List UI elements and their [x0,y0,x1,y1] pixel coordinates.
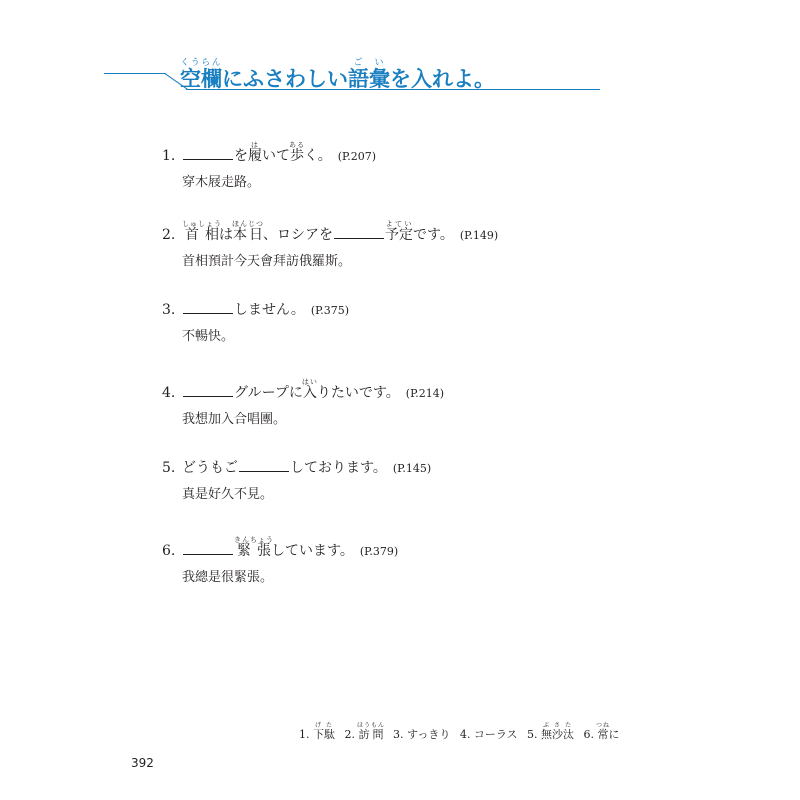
answer-1 [299,722,335,741]
question-translation: 我想加入合唱團。 [182,412,287,428]
answer-reading: ぶさた [541,722,575,729]
furigana: きんちょう [234,536,274,544]
answer-tail: に [608,728,620,741]
answer-4: 4. コーラス [459,728,518,741]
answer-2 [344,722,386,741]
question-sentence [162,457,642,479]
question-translation: 我總是很緊張。 [182,570,274,586]
sentence-text: は [219,227,233,243]
question-item-5 [162,457,642,536]
page-reference: (P.145) [392,462,432,475]
answer-number: 6. [583,728,595,741]
question-sentence [162,536,642,562]
page-reference: (P.375) [310,304,350,317]
answer-blank[interactable] [183,312,233,314]
sentence-text: を [234,148,248,164]
kanji-word: 緊張 [234,543,274,559]
page-reference: (P.207) [337,150,376,163]
furigana: しゅしょう [182,220,222,228]
question-number: 4. [162,385,176,401]
answer-key [299,722,626,742]
answer-blank[interactable] [334,237,384,239]
page-reference: (P.214) [405,387,445,400]
answer-kanji: 無沙汰 [541,728,575,741]
question-sentence [162,378,642,404]
sentence-text: しています。 [271,543,354,559]
sentence-text: いて [262,148,290,164]
question-sentence [162,141,642,167]
answer-3: 3. すっきり [393,728,451,741]
answer-5 [527,722,575,741]
answer-kanji: 常 [596,728,611,741]
page-reference: (P.379) [359,545,399,558]
question-translation: 不暢快。 [182,329,235,345]
sentence-text: どうもご [182,460,238,476]
kanji-word: 予定 [385,227,413,243]
title-rule-left [104,73,166,74]
question-translation: 首相預計今天會拜訪俄羅斯。 [182,254,352,270]
kanji-word: 履 [248,148,262,164]
answer-number: 5. [527,728,538,741]
question-sentence [162,220,642,246]
question-item-2 [162,220,642,299]
question-number: 2. [162,227,176,243]
answer-blank[interactable] [183,158,233,160]
page-title [180,58,495,93]
furigana: ほんじつ [232,220,264,228]
sentence-text: りたいです。 [316,385,400,401]
sentence-text: く。 [304,148,332,164]
kanji-word: 本日 [232,227,264,243]
sentence-text: しております。 [290,460,387,476]
kanji-word: 首相 [182,227,222,243]
answer-reading: ほうもん [357,722,386,729]
furigana: はい [301,378,318,386]
title-kanji-1: 空欄 [180,67,222,91]
title-end: を入れよ。 [390,67,495,91]
question-item-1 [162,141,642,220]
sentence-text: しません。 [234,302,305,318]
answer-6 [583,722,620,741]
furigana: は [248,141,262,149]
answer-blank[interactable] [183,395,233,397]
title-kanji-2-reading: ごい [348,58,390,68]
question-item-4 [162,378,642,457]
question-list [162,141,642,615]
furigana: ある [289,141,305,149]
sentence-text: グループに [234,385,303,401]
answer-blank[interactable] [183,553,233,555]
question-sentence [162,299,642,321]
title-kanji-2: 語彙 [348,67,390,91]
answer-reading: げた [313,722,335,729]
kanji-word: 歩 [289,148,305,164]
title-kanji-1-reading: くうらん [180,58,222,68]
sentence-text: 、ロシアを [263,227,333,243]
answer-number: 1. [299,728,310,741]
answer-number: 2. [344,728,355,741]
question-translation: 穿木屐走路。 [182,175,261,191]
question-number: 1. [162,148,176,164]
answer-reading: つね [596,722,611,729]
question-translation: 真是好久不見。 [182,487,274,503]
title-middle: にふさわしい [222,67,348,91]
kanji-word: 入 [301,385,318,401]
question-number: 5. [162,460,176,476]
answer-blank[interactable] [239,470,289,472]
question-item-3 [162,299,642,378]
question-number: 3. [162,302,176,318]
furigana: よてい [385,220,413,228]
page-number: 392 [131,756,154,770]
question-number: 6. [162,543,176,559]
answer-kanji: 訪問 [357,728,386,741]
sentence-text: です。 [413,227,454,243]
page-reference: (P.149) [459,229,499,242]
answer-kanji: 下駄 [313,728,335,741]
question-item-6 [162,536,642,615]
